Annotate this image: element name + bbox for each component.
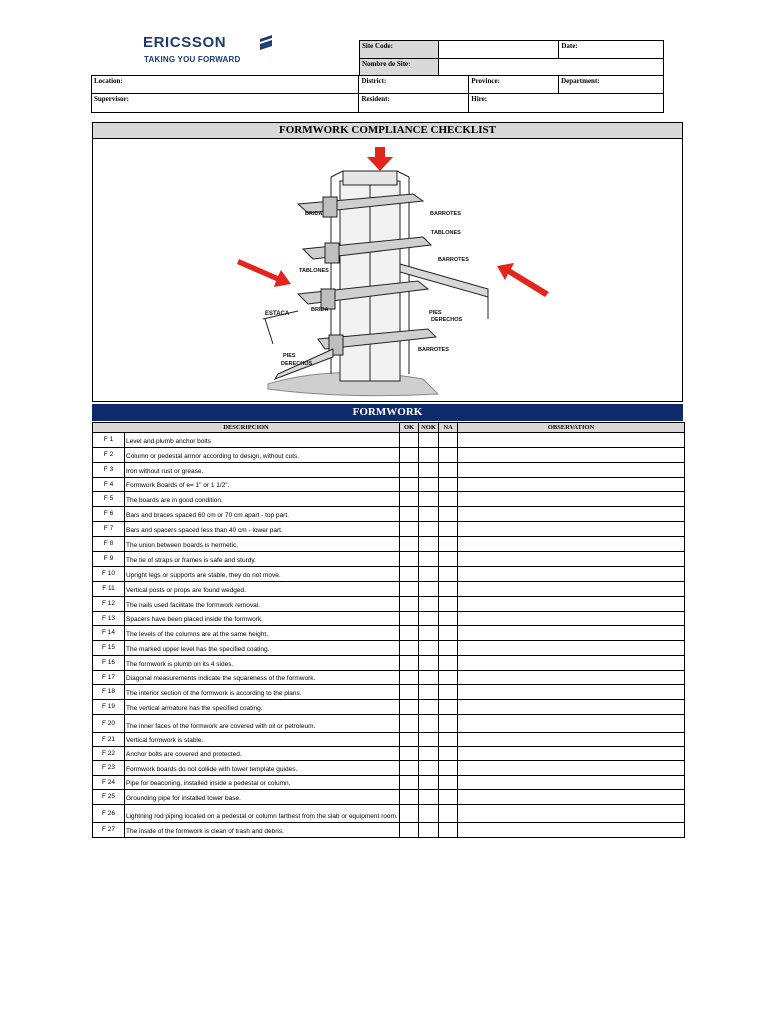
label-pies-derechos-right-1: PIES bbox=[429, 310, 442, 316]
nok-checkbox[interactable] bbox=[419, 685, 439, 700]
ok-checkbox[interactable] bbox=[400, 567, 419, 582]
na-checkbox[interactable] bbox=[439, 582, 458, 597]
item-code: F 10 bbox=[93, 567, 125, 582]
ok-checkbox[interactable] bbox=[400, 448, 419, 463]
item-description: The vertical armature has the specified coating. bbox=[125, 700, 400, 715]
item-code: F 22 bbox=[93, 747, 125, 761]
observation-field[interactable] bbox=[458, 552, 685, 567]
ok-checkbox[interactable] bbox=[400, 582, 419, 597]
col-ok: OK bbox=[400, 423, 419, 433]
nok-checkbox[interactable] bbox=[419, 612, 439, 626]
observation-field[interactable] bbox=[458, 537, 685, 552]
arrow-right-icon bbox=[237, 259, 291, 287]
item-code: F 9 bbox=[93, 552, 125, 567]
ok-checkbox[interactable] bbox=[400, 805, 419, 823]
item-code: F 26 bbox=[93, 805, 125, 823]
item-code: F 17 bbox=[93, 671, 125, 685]
item-code: F 18 bbox=[93, 685, 125, 700]
item-code: F 12 bbox=[93, 597, 125, 612]
na-checkbox[interactable] bbox=[439, 537, 458, 552]
item-description: The nails used facilitate the formwork removal. bbox=[125, 597, 400, 612]
label-tablones-right: TABLONES bbox=[431, 230, 461, 236]
item-code: F 5 bbox=[93, 492, 125, 507]
nok-checkbox[interactable] bbox=[419, 671, 439, 685]
ok-checkbox[interactable] bbox=[400, 478, 419, 492]
item-code: F 13 bbox=[93, 612, 125, 626]
observation-field[interactable] bbox=[458, 492, 685, 507]
item-description: Anchor bolts are covered and protected. bbox=[125, 747, 400, 761]
nok-checkbox[interactable] bbox=[419, 776, 439, 790]
item-code: F 1 bbox=[93, 433, 125, 448]
observation-field[interactable] bbox=[458, 478, 685, 492]
item-description: Pipe for beaconing, installed inside a pedestal or column. bbox=[125, 776, 400, 790]
nok-checkbox[interactable] bbox=[419, 747, 439, 761]
item-code: F 24 bbox=[93, 776, 125, 790]
label-pies-derechos-left-2: DERECHOS bbox=[281, 361, 313, 367]
district-label: District: bbox=[361, 77, 387, 85]
item-code: F 8 bbox=[93, 537, 125, 552]
na-checkbox[interactable] bbox=[439, 522, 458, 537]
logo-tagline: TAKING YOU FORWARD bbox=[144, 55, 241, 64]
nok-checkbox[interactable] bbox=[419, 448, 439, 463]
na-checkbox[interactable] bbox=[439, 700, 458, 715]
observation-field[interactable] bbox=[458, 507, 685, 522]
item-description: Vertical posts or props are found wedged. bbox=[125, 582, 400, 597]
checklist-row bbox=[93, 700, 685, 715]
item-code: F 20 bbox=[93, 715, 125, 733]
checklist-row bbox=[93, 597, 685, 612]
item-description: The marked upper level has the specified coating. bbox=[125, 641, 400, 656]
observation-field[interactable] bbox=[458, 626, 685, 641]
label-barrotes-top: BARROTES bbox=[430, 211, 461, 217]
formwork-diagram bbox=[93, 139, 682, 401]
na-checkbox[interactable] bbox=[439, 656, 458, 671]
observation-field[interactable] bbox=[458, 641, 685, 656]
observation-field[interactable] bbox=[458, 597, 685, 612]
checklist-row bbox=[93, 537, 685, 552]
ericsson-mark-icon bbox=[259, 35, 273, 51]
observation-field[interactable] bbox=[458, 747, 685, 761]
observation-field[interactable] bbox=[458, 448, 685, 463]
site-name-field[interactable] bbox=[438, 59, 663, 76]
observation-field[interactable] bbox=[458, 790, 685, 805]
observation-field[interactable] bbox=[458, 761, 685, 776]
item-code: F 25 bbox=[93, 790, 125, 805]
ok-checkbox[interactable] bbox=[400, 597, 419, 612]
hire-field[interactable] bbox=[469, 94, 664, 113]
checklist-row bbox=[93, 522, 685, 537]
location-field[interactable] bbox=[92, 76, 359, 94]
nok-checkbox[interactable] bbox=[419, 582, 439, 597]
item-code: F 15 bbox=[93, 641, 125, 656]
na-checkbox[interactable] bbox=[439, 685, 458, 700]
observation-field[interactable] bbox=[458, 612, 685, 626]
checklist-row bbox=[93, 448, 685, 463]
site-code-field[interactable] bbox=[438, 41, 559, 59]
item-description: Grounding pipe for installed tower base. bbox=[125, 790, 400, 805]
nok-checkbox[interactable] bbox=[419, 522, 439, 537]
item-description: The interior section of the formwork is according to the plans. bbox=[125, 685, 400, 700]
na-checkbox[interactable] bbox=[439, 463, 458, 478]
ok-checkbox[interactable] bbox=[400, 823, 419, 838]
site-info-table bbox=[359, 40, 664, 76]
col-na: NA bbox=[439, 423, 458, 433]
na-checkbox[interactable] bbox=[439, 433, 458, 448]
item-description: The union between boards is hermetic. bbox=[125, 537, 400, 552]
checklist-row bbox=[93, 582, 685, 597]
ok-checkbox[interactable] bbox=[400, 685, 419, 700]
item-description: Spacers have been placed inside the formwork. bbox=[125, 612, 400, 626]
checklist-row bbox=[93, 433, 685, 448]
na-checkbox[interactable] bbox=[439, 733, 458, 747]
item-code: F 3 bbox=[93, 463, 125, 478]
label-pies-derechos-right-2: DERECHOS bbox=[431, 317, 463, 323]
item-description: Iron without rust or grease. bbox=[125, 463, 400, 478]
nok-checkbox[interactable] bbox=[419, 733, 439, 747]
nok-checkbox[interactable] bbox=[419, 537, 439, 552]
ok-checkbox[interactable] bbox=[400, 776, 419, 790]
na-checkbox[interactable] bbox=[439, 552, 458, 567]
checklist-row bbox=[93, 567, 685, 582]
nok-checkbox[interactable] bbox=[419, 805, 439, 823]
ok-checkbox[interactable] bbox=[400, 626, 419, 641]
checklist-row bbox=[93, 776, 685, 790]
site-code-label: Site Code: bbox=[360, 41, 439, 59]
checklist-row bbox=[93, 761, 685, 776]
na-checkbox[interactable] bbox=[439, 790, 458, 805]
nok-checkbox[interactable] bbox=[419, 433, 439, 448]
observation-field[interactable] bbox=[458, 656, 685, 671]
ok-checkbox[interactable] bbox=[400, 641, 419, 656]
na-checkbox[interactable] bbox=[439, 507, 458, 522]
item-code: F 2 bbox=[93, 448, 125, 463]
nok-checkbox[interactable] bbox=[419, 552, 439, 567]
item-code: F 11 bbox=[93, 582, 125, 597]
formwork-illustration-box bbox=[92, 139, 683, 402]
observation-field[interactable] bbox=[458, 700, 685, 715]
observation-field[interactable] bbox=[458, 776, 685, 790]
nok-checkbox[interactable] bbox=[419, 463, 439, 478]
na-checkbox[interactable] bbox=[439, 448, 458, 463]
checklist-row bbox=[93, 805, 685, 823]
ok-checkbox[interactable] bbox=[400, 522, 419, 537]
na-checkbox[interactable] bbox=[439, 761, 458, 776]
nok-checkbox[interactable] bbox=[419, 597, 439, 612]
na-checkbox[interactable] bbox=[439, 805, 458, 823]
checklist-row bbox=[93, 478, 685, 492]
supervisor-field[interactable] bbox=[92, 94, 359, 113]
nok-checkbox[interactable] bbox=[419, 492, 439, 507]
ok-checkbox[interactable] bbox=[400, 552, 419, 567]
hire-label: Hire: bbox=[471, 95, 488, 103]
na-checkbox[interactable] bbox=[439, 567, 458, 582]
nok-checkbox[interactable] bbox=[419, 715, 439, 733]
item-description: Formwork Boards of e= 1" or 1 1/2". bbox=[125, 478, 400, 492]
ok-checkbox[interactable] bbox=[400, 612, 419, 626]
nok-checkbox[interactable] bbox=[419, 790, 439, 805]
item-description: Level and plumb anchor bolts bbox=[125, 433, 400, 448]
checklist-row bbox=[93, 463, 685, 478]
ok-checkbox[interactable] bbox=[400, 733, 419, 747]
site-name-label: Nombre de Site: bbox=[360, 59, 439, 76]
nok-checkbox[interactable] bbox=[419, 823, 439, 838]
item-code: F 27 bbox=[93, 823, 125, 838]
checklist-row bbox=[93, 656, 685, 671]
location-table bbox=[91, 75, 664, 113]
ok-checkbox[interactable] bbox=[400, 747, 419, 761]
logo-wordmark: ERICSSON bbox=[143, 34, 227, 51]
arrow-down-icon bbox=[367, 147, 393, 171]
location-label: Location: bbox=[94, 77, 123, 85]
ok-checkbox[interactable] bbox=[400, 433, 419, 448]
item-description: The levels of the columns are at the same height. bbox=[125, 626, 400, 641]
item-code: F 4 bbox=[93, 478, 125, 492]
item-code: F 14 bbox=[93, 626, 125, 641]
item-description: Bars and spacers spaced less than 40 cm - lower part. bbox=[125, 522, 400, 537]
ok-checkbox[interactable] bbox=[400, 492, 419, 507]
checklist-row bbox=[93, 747, 685, 761]
na-checkbox[interactable] bbox=[439, 823, 458, 838]
item-code: F 16 bbox=[93, 656, 125, 671]
label-brida-mid: BRIDA bbox=[311, 307, 329, 313]
observation-field[interactable] bbox=[458, 582, 685, 597]
na-checkbox[interactable] bbox=[439, 671, 458, 685]
observation-field[interactable] bbox=[458, 733, 685, 747]
item-description: The tie of straps or frames is safe and sturdy. bbox=[125, 552, 400, 567]
label-barrotes-mid: BARROTES bbox=[438, 257, 469, 263]
item-code: F 21 bbox=[93, 733, 125, 747]
checklist-row bbox=[93, 823, 685, 838]
item-description: Lightning rod piping located on a pedestal or column farthest from the slab or equipment room. bbox=[125, 805, 400, 823]
item-description: Diagonal measurements indicate the squareness of the formwork. bbox=[125, 671, 400, 685]
item-code: F 23 bbox=[93, 761, 125, 776]
item-description: Upright legs or supports are stable, they do not move. bbox=[125, 567, 400, 582]
supervisor-label: Supervisor: bbox=[94, 95, 129, 103]
item-description: The formwork is plumb on its 4 sides. bbox=[125, 656, 400, 671]
na-checkbox[interactable] bbox=[439, 776, 458, 790]
ok-checkbox[interactable] bbox=[400, 463, 419, 478]
observation-field[interactable] bbox=[458, 671, 685, 685]
nok-checkbox[interactable] bbox=[419, 478, 439, 492]
province-label: Province: bbox=[471, 77, 500, 85]
label-tablones-left: TABLONES bbox=[299, 268, 329, 274]
nok-checkbox[interactable] bbox=[419, 761, 439, 776]
department-label: Department: bbox=[561, 77, 600, 85]
district-field[interactable] bbox=[359, 76, 469, 94]
section-title: FORMWORK bbox=[92, 404, 683, 421]
item-description: The boards are in good condition. bbox=[125, 492, 400, 507]
ok-checkbox[interactable] bbox=[400, 537, 419, 552]
checklist-row bbox=[93, 715, 685, 733]
formwork-checklist-table bbox=[92, 422, 685, 838]
checklist-row bbox=[93, 507, 685, 522]
label-barrotes-low: BARROTES bbox=[418, 347, 449, 353]
na-checkbox[interactable] bbox=[439, 747, 458, 761]
ok-checkbox[interactable] bbox=[400, 507, 419, 522]
checklist-row bbox=[93, 685, 685, 700]
arrow-left-icon bbox=[497, 263, 549, 297]
ok-checkbox[interactable] bbox=[400, 715, 419, 733]
observation-field[interactable] bbox=[458, 823, 685, 838]
observation-field[interactable] bbox=[458, 567, 685, 582]
ok-checkbox[interactable] bbox=[400, 656, 419, 671]
checklist-title: FORMWORK COMPLIANCE CHECKLIST bbox=[92, 122, 683, 139]
ericsson-logo bbox=[143, 34, 273, 70]
observation-field[interactable] bbox=[458, 715, 685, 733]
col-nok: NOK bbox=[419, 423, 439, 433]
checklist-row bbox=[93, 733, 685, 747]
col-descripcion: DESCRIPCION bbox=[93, 423, 400, 433]
item-description: Formwork boards do not collide with tower template guides. bbox=[125, 761, 400, 776]
resident-field[interactable] bbox=[359, 94, 469, 113]
resident-label: Resident: bbox=[361, 95, 390, 103]
na-checkbox[interactable] bbox=[439, 641, 458, 656]
col-observation: OBSERVATION bbox=[458, 423, 685, 433]
ok-checkbox[interactable] bbox=[400, 671, 419, 685]
na-checkbox[interactable] bbox=[439, 715, 458, 733]
nok-checkbox[interactable] bbox=[419, 567, 439, 582]
item-description: Column or pedestal armor according to design, without cuts. bbox=[125, 448, 400, 463]
date-field[interactable] bbox=[559, 41, 664, 59]
ok-checkbox[interactable] bbox=[400, 761, 419, 776]
na-checkbox[interactable] bbox=[439, 626, 458, 641]
checklist-row bbox=[93, 612, 685, 626]
na-checkbox[interactable] bbox=[439, 478, 458, 492]
na-checkbox[interactable] bbox=[439, 492, 458, 507]
checklist-row bbox=[93, 790, 685, 805]
ok-checkbox[interactable] bbox=[400, 700, 419, 715]
observation-field[interactable] bbox=[458, 463, 685, 478]
department-field[interactable] bbox=[559, 76, 664, 94]
observation-field[interactable] bbox=[458, 805, 685, 823]
item-description: Vertical formwork is stable. bbox=[125, 733, 400, 747]
nok-checkbox[interactable] bbox=[419, 641, 439, 656]
date-label: Date: bbox=[561, 42, 578, 50]
checklist-row bbox=[93, 671, 685, 685]
label-pies-derechos-left-1: PIES bbox=[283, 353, 296, 359]
item-description: The inside of the formwork is clean of trash and debris. bbox=[125, 823, 400, 838]
province-field[interactable] bbox=[469, 76, 559, 94]
item-description: The inner faces of the formwork are covered with oil or petroleum. bbox=[125, 715, 400, 733]
checklist-row bbox=[93, 626, 685, 641]
label-brida-top: BRIDA bbox=[305, 211, 323, 217]
item-code: F 6 bbox=[93, 507, 125, 522]
checklist-row bbox=[93, 641, 685, 656]
item-code: F 19 bbox=[93, 700, 125, 715]
observation-field[interactable] bbox=[458, 522, 685, 537]
observation-field[interactable] bbox=[458, 433, 685, 448]
label-estaca: ESTACA bbox=[265, 311, 290, 317]
checklist-row bbox=[93, 492, 685, 507]
nok-checkbox[interactable] bbox=[419, 700, 439, 715]
na-checkbox[interactable] bbox=[439, 597, 458, 612]
item-code: F 7 bbox=[93, 522, 125, 537]
nok-checkbox[interactable] bbox=[419, 507, 439, 522]
ok-checkbox[interactable] bbox=[400, 790, 419, 805]
item-description: Bars and braces spaced 60 cm or 70 cm apart - top part. bbox=[125, 507, 400, 522]
checklist-header-row bbox=[93, 423, 685, 433]
checklist-row bbox=[93, 552, 685, 567]
na-checkbox[interactable] bbox=[439, 612, 458, 626]
observation-field[interactable] bbox=[458, 685, 685, 700]
nok-checkbox[interactable] bbox=[419, 656, 439, 671]
nok-checkbox[interactable] bbox=[419, 626, 439, 641]
